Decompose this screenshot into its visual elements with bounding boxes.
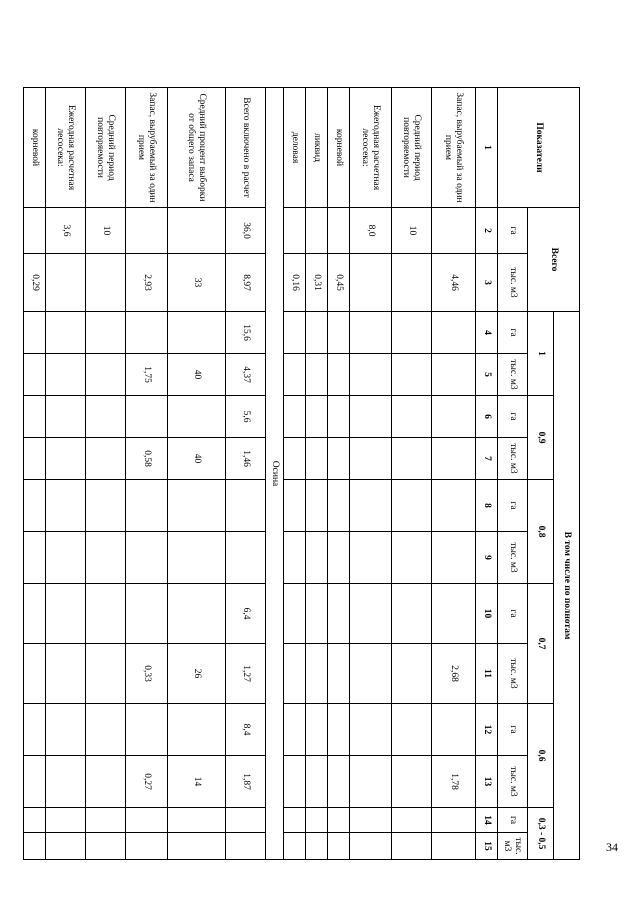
table-cell: 33 [168,254,226,312]
table-cell [86,644,126,704]
table-cell [306,480,328,532]
table-cell [328,584,350,644]
table-cell [126,396,168,438]
table-cell [284,584,306,644]
column-number: 4 [476,312,498,354]
table-cell [126,480,168,532]
table-cell [168,208,226,254]
table-cell: 36,0 [226,208,266,254]
table-cell: 1,27 [226,644,266,704]
density-1: 1 [528,312,554,396]
table-cell [24,396,46,438]
table-cell [226,480,266,532]
column-number: 10 [476,584,498,644]
unit-m3: тыс. м3 [498,833,528,860]
table-cell [350,756,392,808]
table-cell [86,438,126,480]
row-label: Всего включено в расчет [226,88,266,208]
table-cell [46,644,86,704]
table-cell: 0,33 [126,644,168,704]
table-cell: 2,68 [432,644,476,704]
table-cell [126,808,168,833]
column-number: 12 [476,704,498,756]
table-cell [86,808,126,833]
table-cell: 0,16 [284,254,306,312]
table-cell [24,532,46,584]
table-cell: 40 [168,438,226,480]
table-cell: 3,6 [46,208,86,254]
table-row [126,88,168,860]
table-cell [168,532,226,584]
table-cell: 40 [168,354,226,396]
table-cell: 15,6 [226,312,266,354]
table-cell [46,808,86,833]
table-cell: 0,31 [306,254,328,312]
table-cell [392,756,432,808]
row-label: корневой [24,88,46,208]
row-label: Ежегодная расчетная лесосека: [46,88,86,208]
table-cell [306,396,328,438]
density-03-05: 0,3 - 0,5 [528,808,554,860]
table-cell [328,354,350,396]
table-cell [306,532,328,584]
table-row [392,88,432,860]
row-label: Ежегодная расчетная лесосека: [350,88,392,208]
row-label: Запас, вырубаемый за один прием [126,88,168,208]
table-cell [392,396,432,438]
table-cell [306,208,328,254]
table-cell [24,704,46,756]
page-number: 34 [606,840,618,854]
table-cell [46,438,86,480]
table-cell: 0,45 [328,254,350,312]
density-09: 0,9 [528,396,554,480]
table-cell [24,584,46,644]
table-cell [226,532,266,584]
table-cell [392,808,432,833]
header-by-density: В том числе по полнотам [554,312,580,860]
table-cell [168,808,226,833]
table-cell [46,254,86,312]
header-total: Всего [528,208,580,312]
table-cell [328,833,350,860]
table-cell [126,312,168,354]
table-cell [168,833,226,860]
row-label: Средний период повторяемости [86,88,126,208]
table-cell [126,833,168,860]
table-cell [284,438,306,480]
table-cell [432,584,476,644]
table-cell [392,644,432,704]
table-cell [86,756,126,808]
table-cell [432,808,476,833]
table-cell [432,438,476,480]
table-cell [284,644,306,704]
table-cell [432,532,476,584]
table-cell [284,480,306,532]
table-cell [328,644,350,704]
table-cell [126,584,168,644]
table-cell: 1,87 [226,756,266,808]
table-cell [350,833,392,860]
unit-ha: га [498,312,528,354]
table-cell [392,354,432,396]
table-cell [392,532,432,584]
row-label: корневой [328,88,350,208]
column-number: 3 [476,254,498,312]
header-indicators: Показатели [498,88,580,208]
column-number: 5 [476,354,498,396]
table-cell: 1,75 [126,354,168,396]
table-cell [284,396,306,438]
table-row [24,88,46,860]
table-cell: 8,97 [226,254,266,312]
table-cell [328,532,350,584]
table-cell [432,704,476,756]
table-cell [284,756,306,808]
table-cell [46,532,86,584]
table-cell [432,480,476,532]
unit-ha: га [498,584,528,644]
table-cell [24,833,46,860]
table-cell [350,438,392,480]
unit-m3: тыс. м3 [498,438,528,480]
column-number: 15 [476,833,498,860]
column-number: 6 [476,396,498,438]
table-cell [432,396,476,438]
table-cell [350,254,392,312]
column-number: 1 [476,88,498,208]
table-cell [350,312,392,354]
table-cell [350,584,392,644]
unit-ha: га [498,704,528,756]
density-06: 0,6 [528,704,554,808]
unit-m3: тыс. м3 [498,644,528,704]
table-cell [306,584,328,644]
table-cell [46,312,86,354]
table-cell [168,480,226,532]
table-cell [86,833,126,860]
table-cell [392,584,432,644]
table-cell: 10 [86,208,126,254]
table-cell [328,480,350,532]
table-cell [46,396,86,438]
column-numbers-row [476,88,498,860]
table-cell [432,208,476,254]
table-body-aspen [24,88,266,860]
table-row [226,88,266,860]
density-07: 0,7 [528,584,554,704]
table-cell [350,354,392,396]
table-cell: 2,93 [126,254,168,312]
table-cell [350,808,392,833]
table-cell [328,208,350,254]
table-cell: 26 [168,644,226,704]
table-cell [24,808,46,833]
table-row [432,88,476,860]
table-cell [86,480,126,532]
table-cell [86,354,126,396]
table-cell [226,833,266,860]
unit-m3: тыс. м3 [498,354,528,396]
table-cell [306,354,328,396]
column-number: 11 [476,644,498,704]
table-cell [46,354,86,396]
table-cell [306,808,328,833]
unit-m3: тыс. м3 [498,254,528,312]
table-cell [24,312,46,354]
table-cell [86,396,126,438]
row-label: Средний процент выборки от общего запаса [168,88,226,208]
table-cell [306,833,328,860]
table-cell: 8,4 [226,704,266,756]
table-cell: 1,78 [432,756,476,808]
density-08: 0,8 [528,480,554,584]
table-cell [328,438,350,480]
unit-ha: га [498,396,528,438]
table-body-top [284,88,476,860]
table-cell [328,704,350,756]
table-cell [126,704,168,756]
table-cell [86,532,126,584]
table-cell [86,312,126,354]
table-cell [392,312,432,354]
table-cell [24,438,46,480]
table-cell [350,644,392,704]
column-number: 9 [476,532,498,584]
row-label: Средний период повторяемости [392,88,432,208]
table-cell: 10 [392,208,432,254]
table-cell [306,704,328,756]
table-row [306,88,328,860]
table-cell: 6,4 [226,584,266,644]
table-cell [432,833,476,860]
table-cell [24,208,46,254]
table-cell [350,396,392,438]
table-cell [350,532,392,584]
table-cell [168,704,226,756]
table-cell [86,704,126,756]
table-cell [86,254,126,312]
table-cell [392,254,432,312]
row-label: Запас, вырубаемый за один прием [432,88,476,208]
table-cell [168,584,226,644]
table-cell [86,584,126,644]
table-cell [328,808,350,833]
table-cell: 0,29 [24,254,46,312]
unit-ha: га [498,808,528,833]
column-number: 2 [476,208,498,254]
table-row [328,88,350,860]
table-cell [350,480,392,532]
table-cell [306,312,328,354]
table-cell [126,208,168,254]
table-cell [284,704,306,756]
table-cell [392,704,432,756]
table-cell [46,480,86,532]
unit-ha: га [498,208,528,254]
unit-ha: га [498,480,528,532]
table-cell: 5,6 [226,396,266,438]
table-cell [46,756,86,808]
table-cell: 4,46 [432,254,476,312]
table-cell [168,396,226,438]
table-cell [284,833,306,860]
section-title: Осина [266,88,284,860]
table-cell [168,312,226,354]
table-cell [284,354,306,396]
table-cell [328,756,350,808]
table-cell [126,532,168,584]
table-row [46,88,86,860]
table-cell [46,704,86,756]
column-number: 8 [476,480,498,532]
table-cell [24,644,46,704]
table-cell: 0,27 [126,756,168,808]
table-row [350,88,392,860]
table-cell [284,808,306,833]
table-cell [328,312,350,354]
forest-table [23,87,580,860]
table-cell [24,756,46,808]
unit-m3: тыс. м3 [498,756,528,808]
table-cell [24,480,46,532]
table-cell [432,312,476,354]
table-cell: 14 [168,756,226,808]
row-label: деловая [284,88,306,208]
table-cell [226,808,266,833]
table-row [284,88,306,860]
table-cell [306,644,328,704]
table-row [168,88,226,860]
column-number: 13 [476,756,498,808]
table-cell [284,532,306,584]
table-cell: 4,37 [226,354,266,396]
table-cell [432,354,476,396]
table-row [86,88,126,860]
table-cell [392,833,432,860]
table-cell [284,312,306,354]
column-number: 7 [476,438,498,480]
table-cell [46,584,86,644]
unit-m3: тыс. м3 [498,532,528,584]
table-cell [328,396,350,438]
column-number: 14 [476,808,498,833]
table-cell [306,756,328,808]
table-cell [350,704,392,756]
table-cell: 1,46 [226,438,266,480]
table-cell: 0,58 [126,438,168,480]
row-label: ликвид [306,88,328,208]
table-cell [46,833,86,860]
table-cell: 8,0 [350,208,392,254]
table-cell [392,438,432,480]
rotated-table-page [29,87,580,859]
table-cell [306,438,328,480]
table-cell [24,354,46,396]
table-cell [392,480,432,532]
table-cell [284,208,306,254]
